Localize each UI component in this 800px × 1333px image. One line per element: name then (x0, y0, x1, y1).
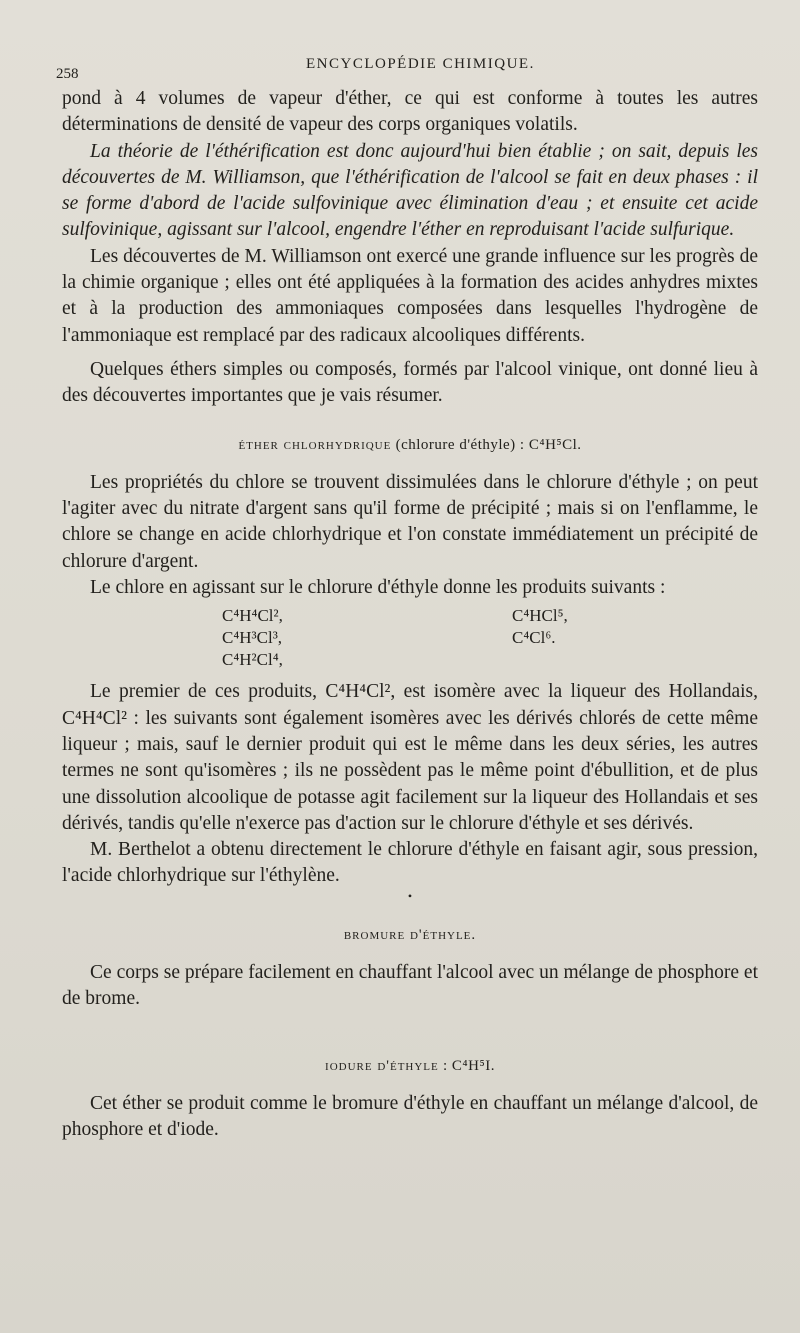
running-head: ENCYCLOPÉDIE CHIMIQUE. (306, 56, 535, 72)
body-text (62, 86, 758, 1144)
formula: C⁴HCl⁵, (512, 606, 568, 626)
section-heading-formula: : C⁴H⁵I. (438, 1057, 495, 1074)
paragraph: pond à 4 volumes de vapeur d'éther, ce qui est conforme à toutes les autres déterminations de densité de vapeur des corps organiques volatils. (62, 88, 758, 136)
formula-list (222, 605, 758, 671)
separator-dot: • (407, 888, 413, 903)
paragraph: Cet éther se produit comme le bromure d'éthyle en chauffant un mélange d'alcool, de phosphore et d'iode. (62, 1092, 758, 1141)
formula: C⁴H³Cl³, (222, 628, 283, 648)
paragraph: Ce corps se prépare facilement en chauffant l'alcool avec un mélange de phosphore et de brome. (62, 962, 758, 1010)
section-heading-name: iodure d'éthyle (325, 1057, 439, 1074)
page-number: 258 (56, 66, 79, 82)
formula: C⁴H²Cl⁴, (222, 650, 283, 670)
page-header (56, 56, 750, 82)
section-heading-formula: (chlorure d'éthyle) : C⁴H⁵Cl. (391, 436, 582, 453)
paragraph-italic: La théorie de l'éthérification est donc aujourd'hui bien établie ; on sait, depuis les découvertes de M. Williamson, que l'éthérification de l'alcool se fait en deux phases : il se forme d'abord de l'acide sulfovinique avec élimination d'eau ; et ensuite cet acide sulfovinique, agissant sur l'alcool, engendre l'éther en reproduisant l'acide sulfurique. (62, 140, 758, 241)
paragraph: Les découvertes de M. Williamson ont exercé une grande influence sur les progrès de la chimie organique ; elles ont été appliquées à la formation des acides anhydres mixtes et à la production des ammoniaques composées dans lesquelles l'hydrogène de l'ammoniaque est remplacé par des radicaux alcooliques différents. (62, 245, 758, 346)
section-heading-name: éther chlorhydrique (238, 436, 392, 453)
paragraph: Quelques éthers simples ou composés, formés par l'alcool vinique, ont donné lieu à des découvertes importantes que je vais résumer. (62, 358, 758, 407)
section-heading-iodure (62, 1053, 758, 1079)
paragraph: Le chlore en agissant sur le chlorure d'éthyle donne les produits suivants : (90, 577, 666, 599)
section-heading-name: bromure d'éthyle. (343, 926, 477, 943)
section-heading-chlorure (62, 432, 758, 458)
formula: C⁴Cl⁶. (512, 628, 556, 648)
paragraph: Les propriétés du chlore se trouvent dissimulées dans le chlorure d'éthyle ; on peut l'agiter avec du nitrate d'argent sans qu'il forme de précipité ; mais si on l'enflamme, le chlore se change en acide chlorhydrique et l'on constate immédiatement un précipité de chlorure d'argent. (62, 471, 758, 572)
formula-column-right (512, 605, 712, 671)
paragraph: Le premier de ces produits, C⁴H⁴Cl², est isomère avec la liqueur des Hollandais, C⁴H⁴Cl² : les suivants sont également isomères avec les dérivés chlorés de cette même liqueur ; mais, sauf le dernier produit qui est le même dans les deux séries, les autres termes ne sont qu'isomères ; ils ne possèdent pas le même point d'ébullition, et de plus une dissolution alcoolique de potasse agit facilement sur la liqueur des Hollandais et ses dérivés, tandis qu'elle n'exerce pas d'action sur le chlorure d'éthyle et ses dérivés. (62, 681, 758, 834)
formula: C⁴H⁴Cl², (222, 606, 283, 626)
section-heading-bromure (62, 922, 758, 948)
paragraph: M. Berthelot a obtenu directement le chlorure d'éthyle en faisant agir, sous pression, l'acide chlorhydrique sur l'éthylène. (62, 839, 758, 887)
formula-column-left (222, 605, 512, 671)
